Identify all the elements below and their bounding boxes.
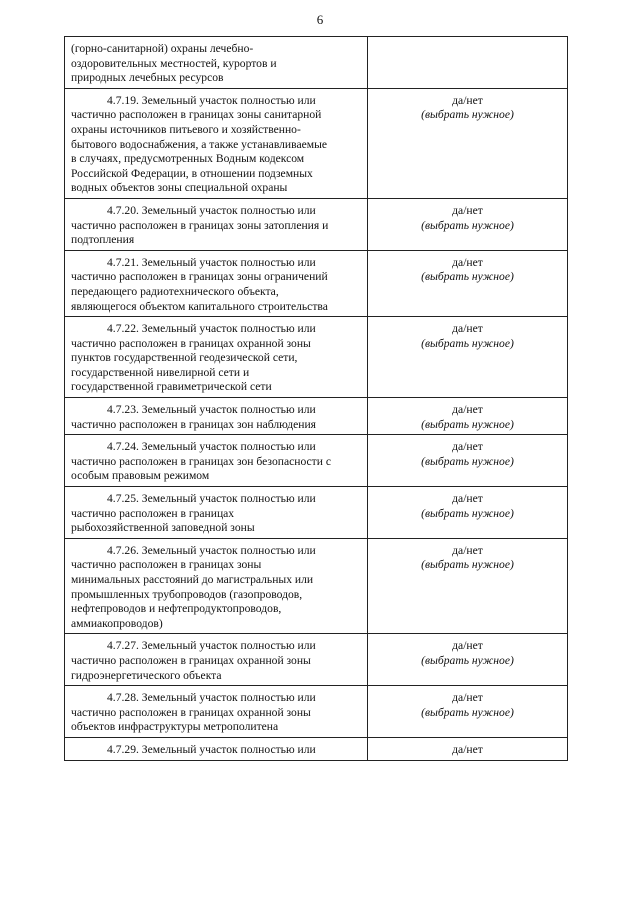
condition-text-line: 4.7.26. Земельный участок полностью или [107,543,316,557]
table-row [65,435,568,487]
condition-answer [368,88,568,198]
condition-description [65,686,368,738]
condition-text-line: передающего радиотехнического объекта, [71,284,279,298]
condition-text-line: частично расположен в границах охранной зоны [71,653,311,667]
table-row [65,198,568,250]
condition-answer [368,487,568,539]
table-row [65,37,568,89]
answer-hint: (выбрать нужное) [421,336,514,350]
condition-description [65,37,368,89]
condition-text-line: 4.7.19. Земельный участок полностью или [107,93,316,107]
condition-description [65,398,368,435]
answer-value: да/нет [452,93,483,107]
condition-text-line: минимальных расстояний до магистральных или [71,573,314,586]
table-row [65,317,568,398]
condition-answer [368,250,568,316]
condition-description [65,198,368,250]
condition-text-line: 4.7.22. Земельный участок полностью или [107,322,316,336]
condition-text-line: объектов инфраструктуры метрополитена [71,720,279,734]
condition-text-line: бытового водоснабжения, а также устанавливаемые [71,137,328,151]
table-row [65,487,568,539]
condition-text-line: 4.7.28. Земельный участок полностью или [107,691,316,705]
condition-text-line: 4.7.24. Земельный участок полностью или [107,440,316,454]
table-row [65,398,568,435]
condition-text-line: гидроэнергетического объекта [71,668,222,682]
condition-text-line: государственной нивелирной сети и [71,365,250,379]
table-row [65,88,568,198]
condition-text-line: частично расположен в границах зоны затопления и [71,218,329,232]
condition-answer [368,538,568,634]
answer-hint: (выбрать нужное) [421,417,514,431]
answer-value: да/нет [452,440,483,454]
answer-hint: (выбрать нужное) [421,653,514,667]
condition-answer [368,398,568,435]
condition-description [65,88,368,198]
condition-text-line: водных объектов зоны специальной охраны [71,181,288,195]
condition-answer [368,686,568,738]
answer-value: да/нет [452,203,483,217]
condition-text-line: нефтепроводов и нефтепродуктопроводов, [71,602,282,616]
condition-text-line: подтопления [71,233,135,247]
condition-text-line: частично расположен в границах зон наблюдения [71,417,317,431]
condition-answer [368,317,568,398]
condition-description [65,634,368,686]
condition-answer [368,37,568,89]
answer-value: да/нет [452,691,483,705]
condition-text-line: государственной гравиметрической сети [71,380,272,394]
condition-description [65,737,368,760]
conditions-table [64,36,568,761]
condition-text-line: частично расположен в границах зоны санитарной [71,108,322,122]
condition-text-line: 4.7.21. Земельный участок полностью или [107,255,316,269]
condition-text-line: пунктов государственной геодезической сети, [71,351,298,365]
condition-description [65,538,368,634]
page-number: 6 [316,12,324,27]
answer-value: да/нет [452,742,483,756]
condition-text-line: частично расположен в границах зоны ограничений [71,270,328,284]
condition-text-line: частично расположен в границах [71,506,235,520]
answer-hint: (выбрать нужное) [421,108,514,122]
condition-text-line: частично расположен в границах охранной зоны [71,705,311,719]
condition-description [65,487,368,539]
condition-text-line: частично расположен в границах зон безопасности с [71,454,331,468]
condition-text-line: 4.7.29. Земельный участок полностью или [107,742,316,756]
table-row [65,634,568,686]
answer-hint: (выбрать нужное) [421,558,514,572]
condition-text-line: 4.7.25. Земельный участок полностью или [107,492,316,506]
condition-text-line: охраны источников питьевого и хозяйственно- [71,122,301,136]
condition-text-line: особым правовым режимом [71,469,210,483]
condition-text-line: природных лечебных ресурсов [71,71,224,85]
condition-description [65,435,368,487]
answer-value: да/нет [452,403,483,417]
table-row [65,686,568,738]
condition-text-line: 4.7.27. Земельный участок полностью или [107,639,316,653]
condition-answer [368,737,568,760]
condition-answer [368,435,568,487]
condition-text-line: 4.7.20. Земельный участок полностью или [107,203,316,217]
condition-text-line: Российской Федерации, в отношении подземных [71,166,313,180]
condition-text-line: рыбохозяйственной заповедной зоны [71,521,255,535]
conditions-table-body [65,37,568,761]
condition-text-line: в случаях, предусмотренных Водным кодексом [71,152,305,166]
condition-answer [368,198,568,250]
answer-hint: (выбрать нужное) [421,705,514,719]
answer-hint: (выбрать нужное) [421,218,514,232]
table-row [65,737,568,760]
answer-value: да/нет [452,322,483,336]
condition-answer [368,634,568,686]
answer-value: да/нет [452,543,483,557]
condition-text-line: 4.7.23. Земельный участок полностью или [107,403,316,417]
condition-description [65,250,368,316]
answer-hint: (выбрать нужное) [421,270,514,284]
answer-value: да/нет [452,639,483,653]
condition-description [65,317,368,398]
condition-text-line: (горно-санитарной) охраны лечебно- [71,42,254,55]
condition-text-line: частично расположен в границах охранной зоны [71,336,311,350]
answer-value: да/нет [452,492,483,506]
condition-text-line: аммиакопроводов) [71,616,163,630]
condition-text-line: оздоровительных местностей, курортов и [71,56,277,70]
table-row [65,250,568,316]
answer-hint: (выбрать нужное) [421,506,514,520]
condition-text-line: являющегося объектом капитального строительства [71,299,328,313]
condition-text-line: промышленных трубопроводов (газопроводов, [71,587,303,601]
answer-hint: (выбрать нужное) [421,454,514,468]
condition-text-line: частично расположен в границах зоны [71,558,262,572]
table-row [65,538,568,634]
answer-value: да/нет [452,255,483,269]
